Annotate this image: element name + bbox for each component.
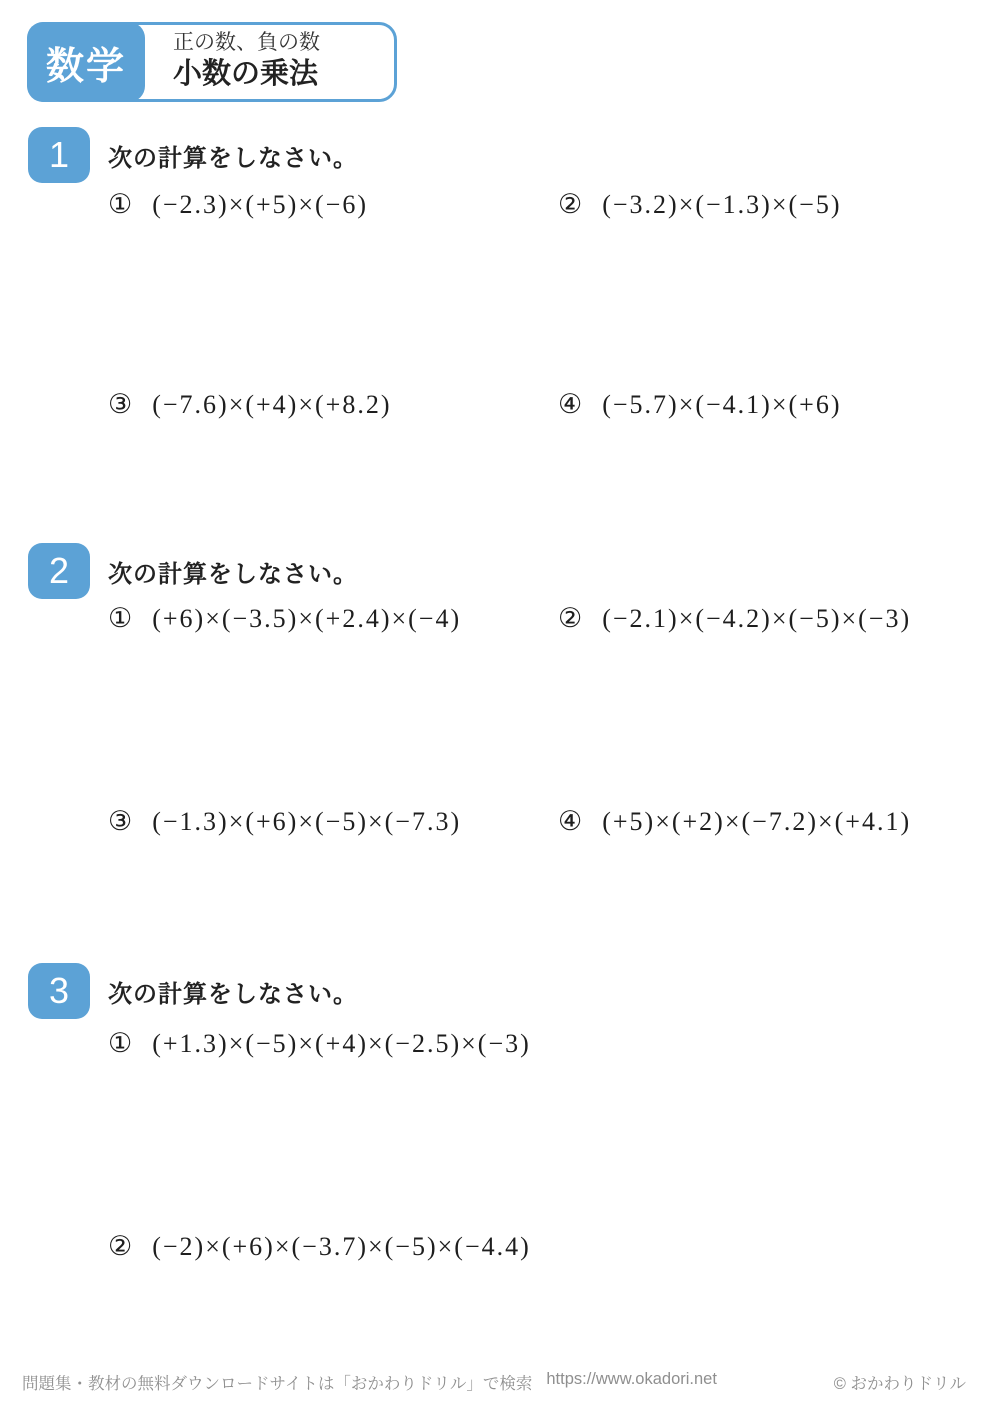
problem-2-3-expression: (−1.3)×(+6)×(−5)×(−7.3) (152, 807, 462, 836)
unit-subtitle: 正の数、負の数 (173, 31, 320, 54)
problem-1-1-expression: (−2.3)×(+5)×(−6) (152, 190, 368, 219)
unit-title: 小数の乗法 (173, 58, 319, 91)
problem-3-2-expression: (−2)×(+6)×(−3.7)×(−5)×(−4.4) (152, 1232, 531, 1261)
section-1-number-badge (28, 127, 90, 183)
problem-1-3-expression: (−7.6)×(+4)×(+8.2) (152, 390, 392, 419)
footer-site-info (22, 1370, 717, 1394)
problem-1-1 (108, 189, 368, 220)
problem-2-3 (108, 806, 461, 837)
problem-2-2 (558, 603, 911, 634)
worksheet-header (27, 22, 397, 102)
subject-badge (27, 22, 145, 102)
section-3-number-badge (28, 963, 90, 1019)
problem-1-4 (558, 389, 841, 420)
problem-1-4-number: ④ (558, 389, 583, 419)
problem-1-3-number: ③ (108, 389, 133, 419)
section-3-number: 3 (48, 970, 70, 1011)
problem-3-1-expression: (+1.3)×(−5)×(+4)×(−2.5)×(−3) (152, 1029, 531, 1058)
section-1-instruction: 次の計算をしなさい。 (108, 146, 358, 172)
problem-2-4-expression: (+5)×(+2)×(−7.2)×(+4.1) (602, 807, 912, 836)
footer-site-url: https://www.okadori.net (546, 1370, 717, 1388)
problem-2-4 (558, 806, 911, 837)
problem-2-3-number: ③ (108, 806, 133, 836)
problem-2-1 (108, 603, 461, 634)
page-footer (22, 1370, 966, 1394)
problem-2-1-expression: (+6)×(−3.5)×(+2.4)×(−4) (152, 604, 462, 633)
problem-2-2-expression: (−2.1)×(−4.2)×(−5)×(−3) (602, 604, 912, 633)
problem-3-2-number: ② (108, 1231, 133, 1261)
problem-1-3 (108, 389, 391, 420)
problem-2-4-number: ④ (558, 806, 583, 836)
problem-1-1-number: ① (108, 189, 133, 219)
problem-1-2 (558, 189, 841, 220)
footer-copyright: © おかわりドリル (833, 1375, 966, 1393)
unit-title-text (173, 30, 320, 92)
problem-2-2-number: ② (558, 603, 583, 633)
section-2-number: 2 (48, 550, 70, 591)
footer-site-text: 問題集・教材の無料ダウンロードサイトは「おかわりドリル」で検索 (22, 1375, 533, 1393)
subject-label: 数学 (45, 45, 126, 88)
problem-3-2 (108, 1231, 531, 1262)
problem-1-2-number: ② (558, 189, 583, 219)
section-2-instruction: 次の計算をしなさい。 (108, 562, 358, 588)
problem-1-2-expression: (−3.2)×(−1.3)×(−5) (602, 190, 842, 219)
section-1-number: 1 (48, 134, 70, 175)
section-3-instruction: 次の計算をしなさい。 (108, 982, 358, 1008)
problem-1-4-expression: (−5.7)×(−4.1)×(+6) (602, 390, 842, 419)
problem-3-1 (108, 1028, 531, 1059)
section-2-number-badge (28, 543, 90, 599)
problem-2-1-number: ① (108, 603, 133, 633)
problem-3-1-number: ① (108, 1028, 133, 1058)
